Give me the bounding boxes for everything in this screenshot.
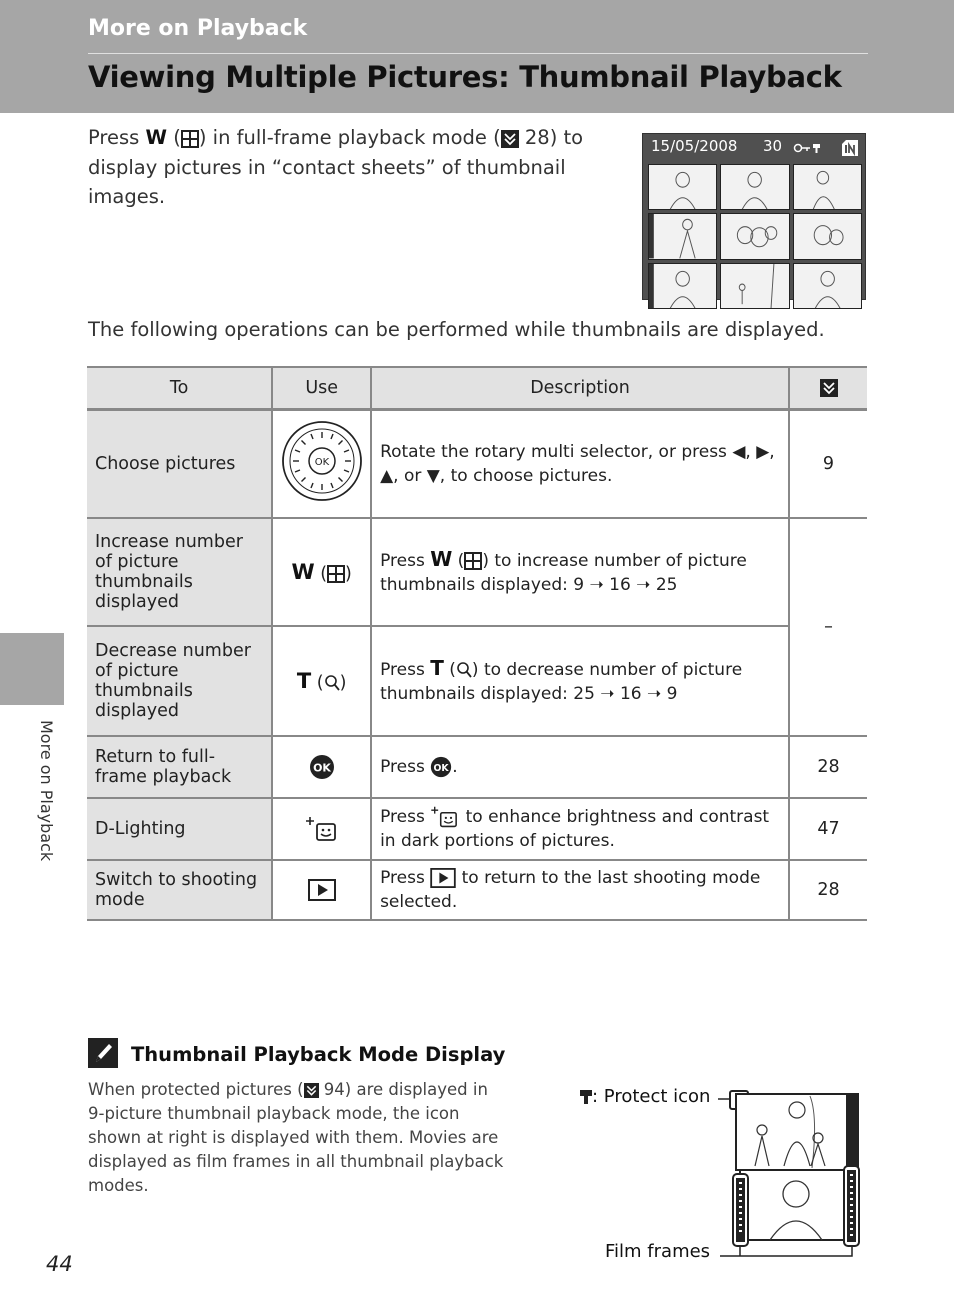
page-reference-icon [501,130,519,148]
page-number: 44 [46,1252,73,1276]
thumbnail-image [648,263,717,309]
header-use: Use [272,367,371,410]
thumbnail-image [793,263,862,309]
thumbnail-display-illustration [700,1086,865,1261]
table-row [87,518,867,626]
row-to: Increase number of picture thumbnails displayed [87,518,272,626]
w-key-label: W [145,126,168,149]
row-use: W ( ) [272,518,371,626]
thumbnail-grid-icon [181,130,199,148]
note-title: Thumbnail Playback Mode Display [131,1043,506,1066]
w-key-label: W [291,559,315,584]
thumbnail-image [793,164,862,210]
row-description: Press W ( ) to increase number of picture thumbnails displayed: 9 ➝ 16 ➝ 25 [371,518,789,626]
page-title: Viewing Multiple Pictures: Thumbnail Playback [88,60,842,94]
table-row [87,410,867,518]
table-row [87,798,867,860]
rotary-multi-selector-icon [281,420,363,502]
magnifier-icon [456,661,472,679]
table-header-row [87,367,867,410]
film-frames-label: Film frames [605,1241,711,1262]
svg-text:OK: OK [314,457,329,469]
row-page-ref: – [789,518,867,736]
row-description: Rotate the rotary multi selector, or press ◀, ▶, ▲, or ▼, to choose pictures. [371,410,789,518]
row-use [272,410,371,518]
header-description: Description [371,367,789,410]
screen-date: 15/05/2008 [651,137,738,155]
svg-text:OK: OK [433,762,449,774]
side-chapter-label: More on Playback [37,720,56,862]
t-key-label: T [296,668,312,693]
row-to: D-Lighting [87,798,272,860]
row-use [272,798,371,860]
table-row [87,626,867,736]
table-row [87,860,867,920]
thumbnail-image [720,164,789,210]
row-use [272,860,371,920]
row-description: Press to enhance brightness and contrast in dark portions of pictures. [371,798,789,860]
ok-button-icon [430,756,452,778]
protect-icon [580,1088,592,1106]
d-lighting-icon [305,815,339,843]
row-description: Press to return to the last shooting mode selected. [371,860,789,920]
row-page-ref: 47 [789,798,867,860]
row-to: Switch to shooting mode [87,860,272,920]
pencil-note-icon [88,1038,118,1068]
thumbnail-grid-icon [327,565,345,583]
thumbnail-image [720,213,789,259]
header-divider [88,53,868,54]
thumbnail-grid [648,164,862,299]
page-reference-icon [820,379,838,397]
thumbnail-image [648,213,717,259]
row-to: Decrease number of picture thumbnails displayed [87,626,272,736]
operations-table [87,366,867,921]
row-description: Press T ( ) to decrease number of picture thumbnails displayed: 25 ➝ 16 ➝ 9 [371,626,789,736]
table-lead-sentence: The following operations can be performed while thumbnails are displayed. [88,318,825,341]
intro-paragraph: Press W ( ) in full-frame playback mode ( 28) to display pictures in “contact sheets” of thumbnail images. [88,126,584,208]
playback-button-icon [430,868,456,888]
protect-icon-label: : Protect icon [580,1086,710,1107]
row-to: Choose pictures [87,410,272,518]
magnifier-icon [324,674,340,692]
internal-memory-icon [841,140,859,156]
row-use: T ( ) [272,626,371,736]
header-band [0,0,954,113]
protect-key-icon [793,141,821,155]
thumbnail-screen-illustration [642,133,866,300]
row-to: Return to full-frame playback [87,736,272,798]
thumbnail-image [648,164,717,210]
header-to: To [87,367,272,410]
playback-button-icon [308,879,336,901]
row-page-ref: 9 [789,410,867,518]
row-use [272,736,371,798]
section-title: More on Playback [88,16,308,41]
row-page-ref: 28 [789,736,867,798]
thumbnail-image [793,213,862,259]
row-page-ref: 28 [789,860,867,920]
screen-count: 30 [763,137,783,155]
thumbnail-image [720,263,789,309]
w-key-label: W [430,546,453,571]
page-reference-icon [304,1083,319,1098]
table-row [87,736,867,798]
d-lighting-icon [430,805,460,829]
t-key-label: T [430,655,444,680]
ok-button-icon [309,754,335,780]
note-body: When protected pictures ( 94) are displayed in 9-picture thumbnail playback mode, the icon shown at right is displayed with them. Movies are displayed as film frames in all thumbnail playback modes. [88,1080,504,1195]
header-page-ref [789,367,867,410]
row-description: Press OK . [371,736,789,798]
chapter-tab [0,633,64,705]
svg-text:OK: OK [312,761,331,774]
thumbnail-grid-icon [464,552,482,570]
